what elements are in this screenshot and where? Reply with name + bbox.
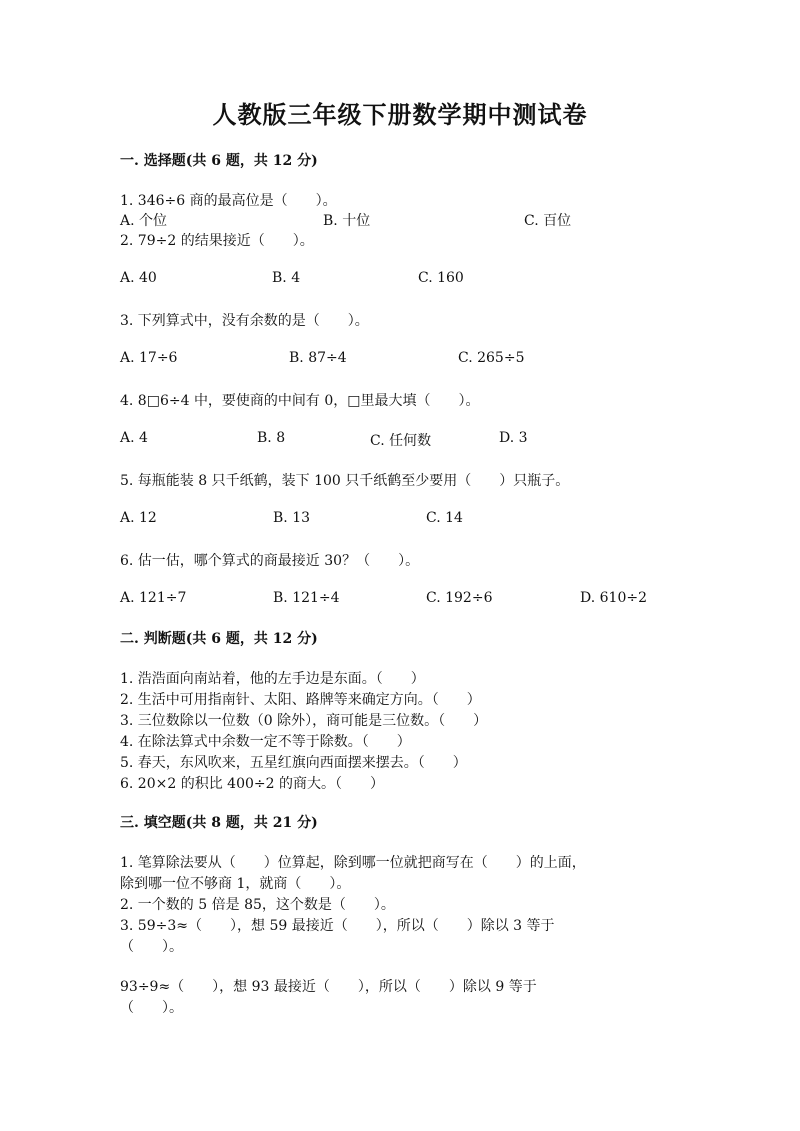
- option-d: D. 610÷2: [580, 590, 647, 606]
- fill-line: 2. 一个数的 5 倍是 85，这个数是（ ）。: [120, 897, 395, 913]
- question-stem: 2. 79÷2 的结果接近（ ）。: [120, 233, 314, 249]
- option-b: B. 87÷4: [289, 350, 347, 366]
- option-c: C. 任何数: [370, 433, 432, 449]
- judge-item: 4. 在除法算式中余数一定不等于除数。（ ）: [120, 734, 411, 750]
- fill-line: （ ）。: [120, 939, 183, 955]
- option-a: A. 40: [120, 270, 157, 286]
- judge-item: 1. 浩浩面向南站着，他的左手边是东面。（ ）: [120, 671, 425, 687]
- fill-line: 1. 笔算除法要从（ ）位算起，除到哪一位就把商写在（ ）的上面，: [120, 855, 586, 871]
- question-stem: 3. 下列算式中，没有余数的是（ ）。: [120, 313, 369, 329]
- judge-item: 3. 三位数除以一位数（0 除外），商可能是三位数。（ ）: [120, 713, 488, 729]
- fill-line: 93÷9≈（ ），想 93 最接近（ ），所以（ ）除以 9 等于: [120, 979, 537, 995]
- judge-item: 5. 春天，东风吹来，五星红旗向西面摆来摆去。（ ）: [120, 755, 467, 771]
- section-heading-judge: 二. 判断题(共 6 题，共 12 分): [120, 631, 318, 647]
- question-stem: 5. 每瓶能装 8 只千纸鹤，装下 100 只千纸鹤至少要用（ ）只瓶子。: [120, 473, 570, 489]
- judge-item: 2. 生活中可用指南针、太阳、路牌等来确定方向。（ ）: [120, 692, 481, 708]
- option-a: A. 12: [120, 510, 157, 526]
- option-c: C. 160: [418, 270, 464, 286]
- option-c: C. 14: [426, 510, 463, 526]
- option-b: B. 4: [272, 270, 301, 286]
- option-c: C. 百位: [524, 213, 572, 229]
- question-stem: 1. 346÷6 商的最高位是（ ）。: [120, 193, 337, 209]
- page-title: 人教版三年级下册数学期中测试卷: [212, 100, 588, 129]
- option-c: C. 265÷5: [458, 350, 525, 366]
- option-a: A. 121÷7: [120, 590, 187, 606]
- fill-line: 除到哪一位不够商 1，就商（ ）。: [120, 876, 351, 892]
- fill-line: 3. 59÷3≈（ ），想 59 最接近（ ），所以（ ）除以 3 等于: [120, 918, 555, 934]
- option-b: B. 十位: [323, 213, 371, 229]
- section-heading-fill: 三. 填空题(共 8 题，共 21 分): [120, 815, 318, 831]
- option-b: B. 8: [257, 430, 286, 446]
- option-a: A. 个位: [120, 213, 168, 229]
- option-a: A. 4: [120, 430, 148, 446]
- option-b: B. 13: [273, 510, 311, 526]
- option-c: C. 192÷6: [426, 590, 493, 606]
- fill-line: （ ）。: [120, 1000, 183, 1016]
- judge-item: 6. 20×2 的积比 400÷2 的商大。（ ）: [120, 776, 384, 792]
- option-a: A. 17÷6: [120, 350, 178, 366]
- option-b: B. 121÷4: [273, 590, 340, 606]
- section-heading-choice: 一. 选择题(共 6 题，共 12 分): [120, 153, 318, 169]
- option-d: D. 3: [499, 430, 528, 446]
- question-stem: 4. 8□6÷4 中，要使商的中间有 0，□里最大填（ ）。: [120, 393, 480, 409]
- question-stem: 6. 估一估，哪个算式的商最接近 30？（ ）。: [120, 553, 420, 569]
